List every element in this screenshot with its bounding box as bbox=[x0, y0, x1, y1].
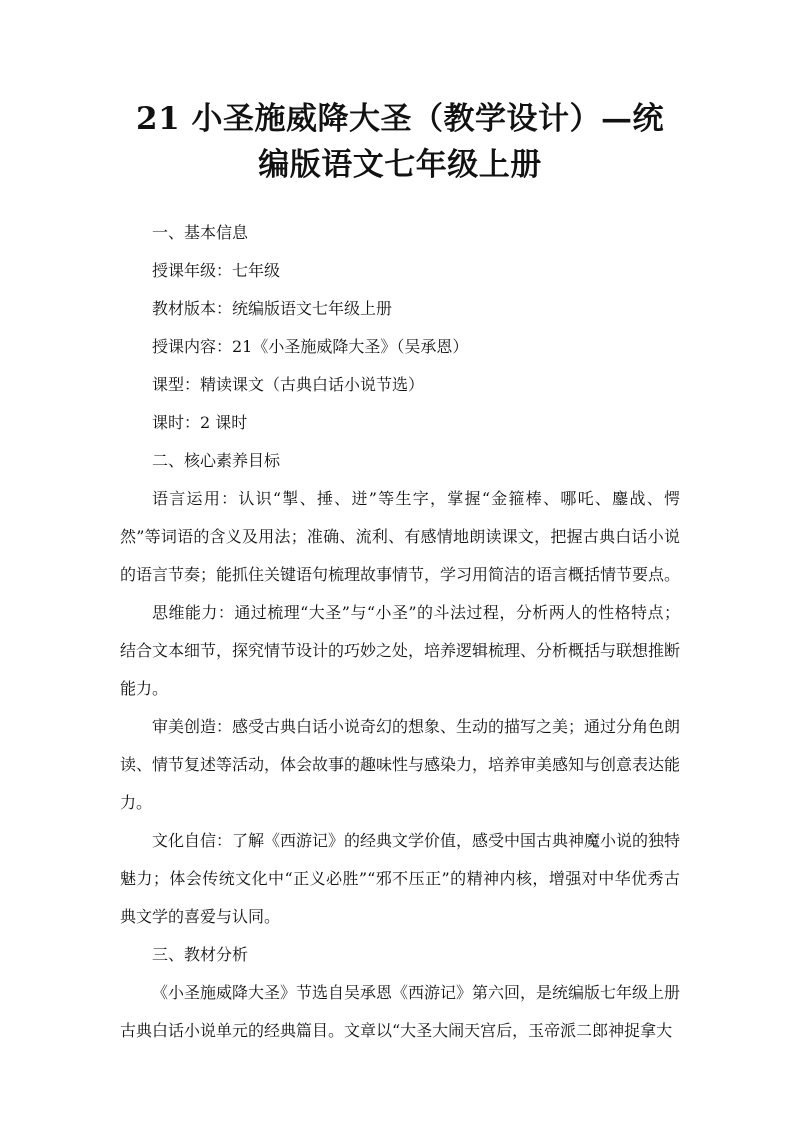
goal-language-use: 语言运用：认识“掣、捶、迸”等生字，掌握“金箍棒、哪吒、鏖战、愕然”等词语的含义及用法；准确、流利、有感情地朗读课文，把握古典白话小说的语言节奏；能抓住关键语句梳理故事情节，学习用简洁的语言概括情节要点。 bbox=[120, 489, 681, 584]
document-title bbox=[120, 96, 680, 188]
textbook-analysis-paragraph: 《小圣施威降大圣》节选自吴承恩《西游记》第六回，是统编版七年级上册古典白话小说单元的经典篇目。文章以“大圣大闹天宫后，玉帝派二郎神捉拿大 bbox=[120, 983, 681, 1040]
goal-culture: 文化自信：了解《西游记》的经典文学价值，感受中国古典神魔小说的独特魅力；体会传统文化中“正义必胜”“邪不压正”的精神内核，增强对中华优秀古典文学的喜爱与认同。 bbox=[120, 831, 681, 926]
goal-aesthetic: 审美创造：感受古典白话小说奇幻的想象、生动的描写之美；通过分角色朗读、情节复述等活动，体会故事的趣味性与感染力，培养审美感知与创意表达能力。 bbox=[120, 717, 681, 812]
document-body bbox=[120, 214, 680, 1050]
section-heading-core-goals: 二、核心素养目标 bbox=[152, 451, 281, 470]
info-textbook: 教材版本：统编版语文七年级上册 bbox=[152, 299, 393, 318]
title-line-2: 编版语文七年级上册 bbox=[258, 147, 542, 183]
section-heading-textbook-analysis: 三、教材分析 bbox=[152, 945, 249, 964]
info-lesson-type: 课型：精读课文（古典白话小说节选） bbox=[152, 375, 425, 394]
section-heading-basic-info: 一、基本信息 bbox=[152, 223, 249, 242]
info-content: 授课内容：21《小圣施威降大圣》（吴承恩） bbox=[152, 337, 469, 356]
goal-thinking: 思维能力：通过梳理“大圣”与“小圣”的斗法过程，分析两人的性格特点；结合文本细节，探究情节设计的巧妙之处，培养逻辑梳理、分析概括与联想推断能力。 bbox=[120, 603, 681, 698]
info-grade: 授课年级：七年级 bbox=[152, 261, 281, 280]
info-class-hours: 课时：2 课时 bbox=[152, 413, 248, 432]
title-line-1: 21 小圣施威降大圣（教学设计）—统 bbox=[136, 101, 664, 137]
